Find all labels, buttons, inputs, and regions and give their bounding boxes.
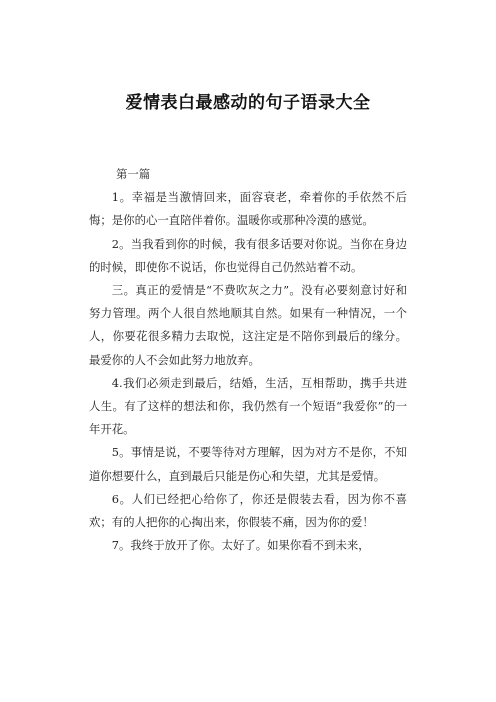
section-heading: 第一篇 [116,167,151,181]
document-body [89,163,407,557]
document-title: 爱情表白最感动的句子语录大全 [125,93,371,113]
paragraph-2: 2。当我看到你的时候，我有很多话要对你说。当你在身边的时候，即使你不说话，你也觉得自己仍然站着不动。 [89,236,407,274]
paragraph-1: 1。幸福是当激情回来，面容衰老，牵着你的手依然不后悔；是你的心一直陪伴着你。温暖你或那种冷漠的感觉。 [89,190,407,228]
paragraph-5: 5。事情是说，不要等待对方理解，因为对方不是你，不知道你想要什么，直到最后只能是伤心和失望，尤其是爱情。 [89,445,407,483]
paragraph-6: 6。人们已经把心给你了，你还是假装去看，因为你不喜欢；有的人把你的心掏出来，你假装不痛，因为你的爱！ [89,491,407,530]
paragraph-7: 7。我终于放开了你。太好了。如果你看不到未来， [111,538,370,553]
paragraph-4: 4.我们必须走到最后，结婚，生活，互相帮助，携手共进人生。有了这样的想法和你，我仍然有一个短语“我爱你”的一年开花。 [89,375,407,437]
paragraph-3: 三。真正的爱情是“不费吹灰之力”。没有必要刻意讨好和努力管理。两个人很自然地顺其自然。如果有一种情况，一个人，你要花很多精力去取悦，这注定是不陪你到最后的缘分。最爱你的人不会如此努力地放弃。 [89,283,407,367]
